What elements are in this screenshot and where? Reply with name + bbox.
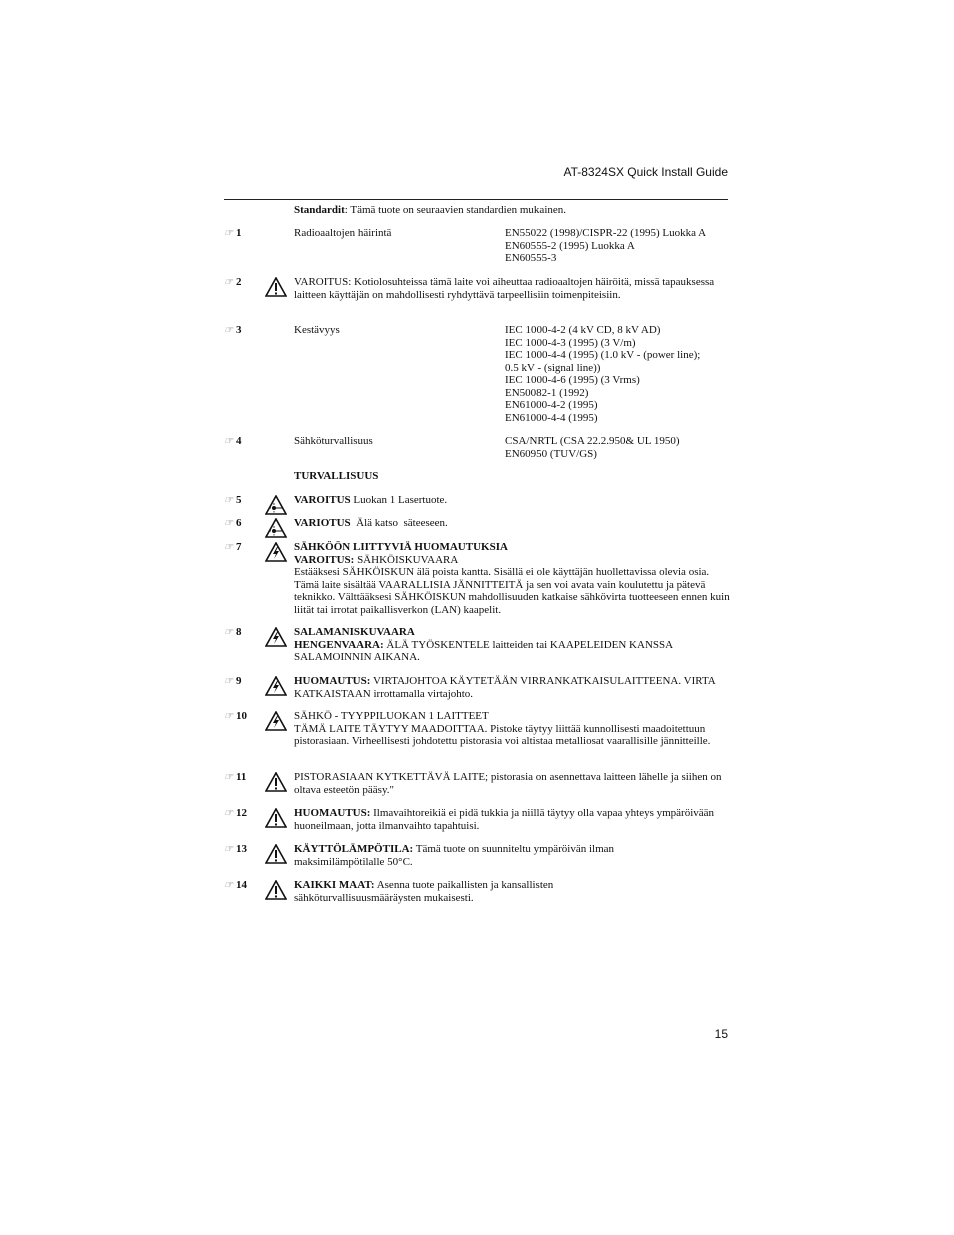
item-text: VIRTAJOHTOA KÄYTETÄÄN VIRRANKATKAISULAITTEENA. VIRTA KATKAISTAAN irrottamalla virtajohto.: [294, 675, 716, 700]
electric-shock-icon: [265, 627, 287, 647]
item-label: Sähköturvallisuus: [294, 435, 373, 447]
value-line: IEC 1000-4-3 (1995) (3 V/m): [505, 336, 636, 349]
item-title: SÄHKÖÖN LIITTYVIÄ HUOMAUTUKSIA: [294, 541, 508, 553]
hand-pointer-icon: ☞: [224, 518, 233, 529]
hand-pointer-icon: ☞: [224, 676, 233, 687]
electric-shock-icon: [265, 676, 287, 696]
item-number: 11: [235, 771, 247, 783]
item-body: TÄMÄ LAITE TÄYTYY MAADOITTAA. Pistoke täytyy liittää kunnollisesti maadoitettuun pistorasiaan. Virheellisesti johdotettu pistorasia voi altistaa metalliosat vaarallisille jännitteille.: [294, 722, 711, 747]
value-line: IEC 1000-4-2 (4 kV CD, 8 kV AD): [505, 324, 661, 336]
item-number: 7: [235, 541, 242, 553]
item-number: 14: [235, 879, 247, 891]
item-number: 8: [235, 626, 242, 638]
item-title: SÄHKÖ - TYYPPILUOKAN 1 LAITTEET: [294, 710, 489, 722]
item-text: VAROITUS: Kotiolosuhteissa tämä laite voi aiheuttaa radioaaltojen häiröitä, missä tapauksessa laitteen käyttäjän on mahdollisesti ryhdyttävä tarpeellisiin toimenpiteisiin.: [294, 276, 715, 301]
value-line: IEC 1000-4-6 (1995) (3 Vrms): [505, 374, 640, 386]
item-number: 9: [235, 675, 242, 687]
item-number: 6: [235, 517, 242, 529]
value-line: CSA/NRTL (CSA 22.2.950& UL 1950): [505, 435, 680, 447]
item-label: Kestävyys: [294, 324, 340, 336]
item-number: 5: [235, 494, 242, 506]
item-bold: KÄYTTÖLÄMPÖTILA:: [294, 843, 414, 855]
laser-warning-icon: [265, 518, 287, 538]
hand-pointer-icon: ☞: [224, 772, 233, 783]
hand-pointer-icon: ☞: [224, 325, 233, 336]
item-values: [505, 324, 733, 424]
hand-pointer-icon: ☞: [224, 627, 233, 638]
item-values: [505, 227, 733, 265]
item-number: 2: [235, 276, 242, 288]
value-line: EN55022 (1998)/CISPR-22 (1995) Luokka A: [505, 227, 707, 239]
item-bold: VAROITUS: [294, 494, 351, 506]
item-number: 13: [235, 843, 247, 855]
item-text: Ilmavaihtoreikiä ei pidä tukkia ja niillä täytyy olla vapaa yhteys ympäröivään huoneilmaan, jotta ilmanvaihto tapahtuisi.: [294, 807, 715, 832]
hand-pointer-icon: ☞: [224, 542, 233, 553]
standards-intro: [294, 204, 566, 217]
item-number: 3: [235, 324, 242, 336]
item-number: 1: [235, 227, 242, 239]
value-line: EN60555-3: [505, 252, 557, 264]
value-line: EN61000-4-4 (1995): [505, 411, 598, 424]
warning-triangle-icon: [265, 808, 287, 828]
intro-bold: Standardit: [294, 204, 345, 216]
item-label: Radioaaltojen häirintä: [294, 227, 392, 239]
hand-pointer-icon: ☞: [224, 436, 233, 447]
item-text: Asenna tuote paikallisten ja kansallisten sähköturvallisuusmääräysten mukaisesti.: [294, 879, 554, 904]
item-text: Älä katso säteeseen.: [350, 517, 448, 529]
item-number: 12: [235, 807, 247, 819]
item-text: SÄHKÖISKUVAARA: [354, 553, 459, 566]
hand-pointer-icon: ☞: [224, 844, 233, 855]
item-bold: HUOMAUTUS:: [294, 675, 371, 687]
value-line: EN60950 (TUV/GS): [505, 447, 597, 460]
warning-triangle-icon: [265, 772, 287, 792]
warning-triangle-icon: [265, 844, 287, 864]
section-heading: TURVALLISUUS: [294, 470, 379, 482]
item-title: SALAMANISKUVAARA: [294, 626, 415, 638]
value-line: EN50082-1 (1992): [505, 386, 589, 399]
header-rule: [224, 199, 728, 200]
item-text: PISTORASIAAN KYTKETTÄVÄ LAITE; pistorasia on asennettava laitteen lähelle ja siihen on oltava esteetön pääsy.": [294, 771, 722, 796]
value-line: 0.5 kV - (signal line)): [505, 361, 601, 374]
item-bold: HENGENVAARA:: [294, 638, 384, 651]
hand-pointer-icon: ☞: [224, 495, 233, 506]
hand-pointer-icon: ☞: [224, 711, 233, 722]
item-number: 10: [235, 710, 247, 722]
item-bold: KAIKKI MAAT:: [294, 879, 375, 891]
item-bold: HUOMAUTUS:: [294, 807, 371, 819]
hand-pointer-icon: ☞: [224, 228, 233, 239]
intro-text: : Tämä tuote on seuraavien standardien mukainen.: [344, 204, 567, 216]
laser-warning-icon: [265, 495, 287, 515]
value-line: IEC 1000-4-4 (1995) (1.0 kV - (power line);: [505, 349, 701, 361]
electric-shock-icon: [265, 711, 287, 731]
page-number: 15: [714, 1027, 728, 1041]
item-bold: VAROITUS:: [294, 553, 355, 566]
item-bold: VARIOTUS: [294, 517, 351, 529]
hand-pointer-icon: ☞: [224, 808, 233, 819]
item-number: 4: [235, 435, 242, 447]
item-text: Tämä tuote on suunniteltu ympäröivän ilman maksimilämpötilalle 50°C.: [294, 843, 615, 868]
item-text: Luokan 1 Lasertuote.: [350, 494, 448, 506]
hand-pointer-icon: ☞: [224, 880, 233, 891]
value-line: EN61000-4-2 (1995): [505, 399, 598, 411]
page-header: AT-8324SX Quick Install Guide: [563, 165, 728, 179]
value-line: EN60555-2 (1995) Luokka A: [505, 239, 635, 252]
warning-triangle-icon: [265, 277, 287, 297]
hand-pointer-icon: ☞: [224, 277, 233, 288]
item-values: [505, 435, 733, 460]
item-text: ÄLÄ TYÖSKENTELE laitteiden tai KAAPELEIDEN KANSSA SALAMOINNIN AIKANA.: [294, 638, 673, 663]
item-body: Estääksesi SÄHKÖISKUN älä poista kantta. Sisällä ei ole käyttäjän huollettavissa olevia osia. Tämä laite sisältää VAARALLISIA JÄNNITTEITÄ ja sen voi avata vain koulutettu ja pätevä teknikko. Välttääksesi SÄHKÖISKUN mahdollisuuden katkaise sähkövirta tuotteeseen ennen kuin liität tai irrotat paikallisverkon (LAN) kaapelit.: [294, 566, 730, 616]
warning-triangle-icon: [265, 880, 287, 900]
electric-shock-icon: [265, 542, 287, 562]
